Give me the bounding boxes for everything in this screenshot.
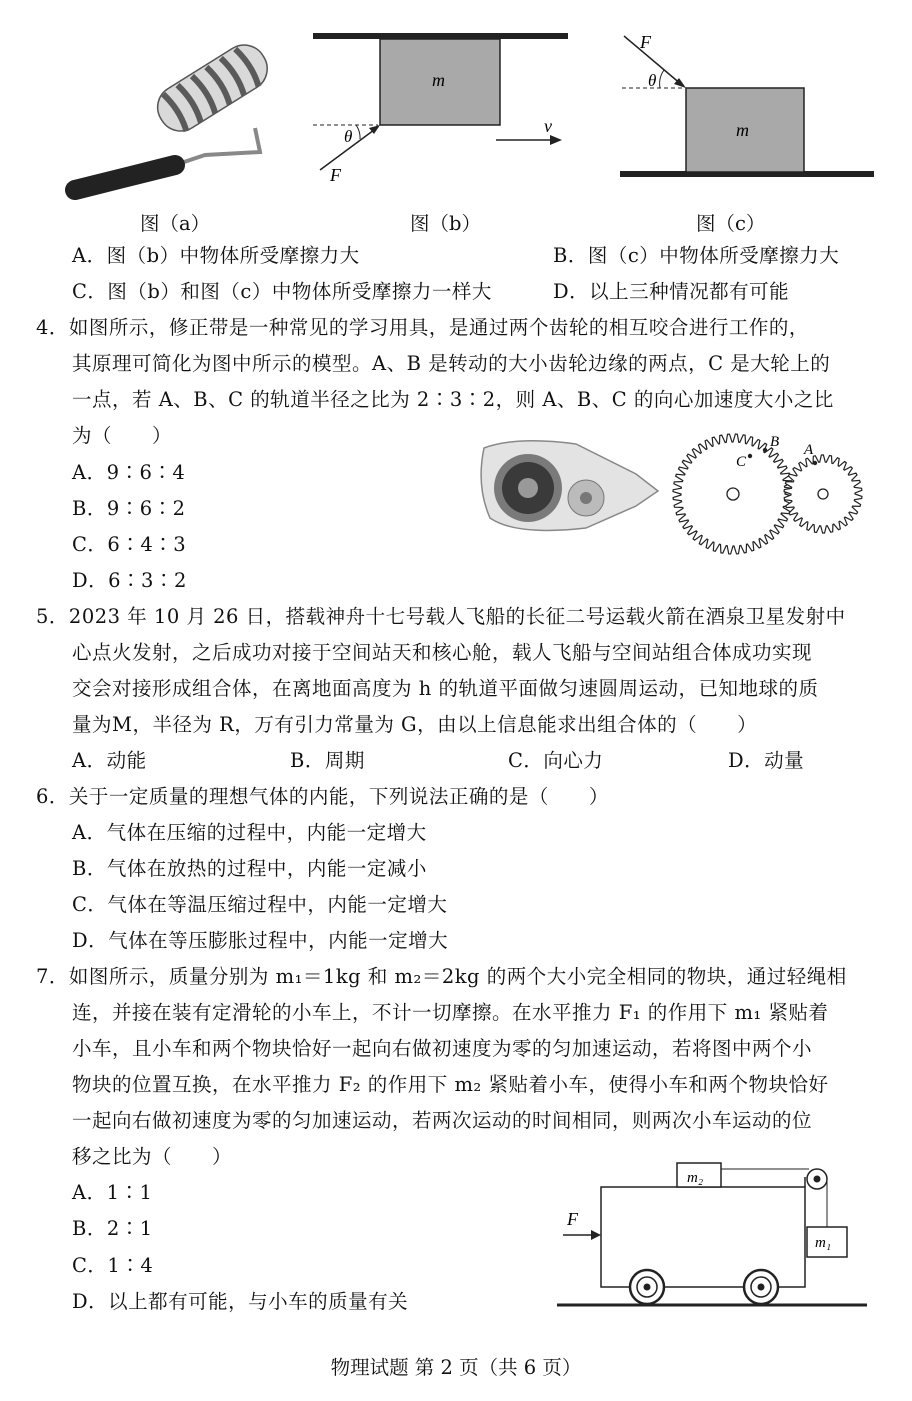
- gear-label-b: B: [770, 434, 780, 450]
- page-footer: 物理试题 第 2 页（共 6 页）: [330, 1356, 582, 1379]
- fig-b-mass-label: m: [432, 70, 445, 90]
- q6-option-c: C．气体在等温压缩过程中，内能一定增大: [72, 893, 448, 916]
- q4-stem-line4: 为（ ）: [72, 424, 173, 447]
- cart-m1-label: m₁: [815, 1235, 832, 1251]
- q4-option-d: D．6∶3∶2: [72, 569, 187, 592]
- q7-stem-line2: 连，并接在装有定滑轮的小车上，不计一切摩擦。在水平推力 F₁ 的作用下 m₁ 紧贴着: [72, 1001, 829, 1024]
- q4-stem-line1: 4．如图所示，修正带是一种常见的学习用具，是通过两个齿轮的相互咬合进行工作的，: [36, 316, 809, 339]
- gear-diagram: [668, 430, 868, 564]
- q7-stem-line6: 移之比为（ ）: [72, 1145, 233, 1168]
- q3-option-d: D．以上三种情况都有可能: [553, 280, 790, 303]
- fig-b-velocity-label: v: [544, 116, 552, 136]
- q4-stem-line3: 一点，若 A、B、C 的轨道半径之比为 2∶3∶2，则 A、B、C 的向心加速度大小之比: [72, 388, 834, 411]
- q3-option-a: A．图（b）中物体所受摩擦力大: [72, 244, 360, 267]
- q6-option-b: B．气体在放热的过程中，内能一定减小: [72, 857, 427, 880]
- q7-stem-line1: 7．如图所示，质量分别为 m₁＝1kg 和 m₂＝2kg 的两个大小完全相同的物块，通过轻绳相: [36, 965, 847, 988]
- fig-c-angle-label: θ: [648, 71, 657, 90]
- q5-stem-line1: 5．2023 年 10 月 26 日，搭载神舟十七号载人飞船的长征二号运载火箭在酒泉卫星发射中: [36, 605, 846, 628]
- gear-label-a: A: [804, 442, 814, 458]
- q7-stem-line5: 一起向右做初速度为零的匀加速运动，若两次运动的时间相同，则两次小车运动的位: [72, 1109, 813, 1132]
- fig-c-mass-label: m: [736, 120, 749, 140]
- cart-m2-label: m₂: [687, 1170, 704, 1186]
- q5-stem-line2: 心点火发射，之后成功对接于空间站天和核心舱，载人飞船与空间站组合体成功实现: [72, 641, 813, 664]
- caption-a: 图（a）: [140, 212, 211, 235]
- q7-option-b: B．2∶1: [72, 1217, 153, 1240]
- q5-option-d: D．动量: [728, 749, 805, 772]
- q3-option-b: B．图（c）中物体所受摩擦力大: [553, 244, 840, 267]
- q5-option-c: C．向心力: [508, 749, 604, 772]
- q4-stem-line2: 其原理可简化为图中所示的模型。A、B 是转动的大小齿轮边缘的两点，C 是大轮上的: [72, 352, 831, 375]
- q5-option-a: A．动能: [72, 749, 147, 772]
- q5-stem-line4: 量为M，半径为 R，万有引力常量为 G，由以上信息能求出组合体的（ ）: [72, 713, 758, 736]
- q5-option-b: B．周期: [290, 749, 365, 772]
- q6-option-d: D．气体在等压膨胀过程中，内能一定增大: [72, 929, 449, 952]
- correction-tape-image: [476, 436, 661, 536]
- q5-stem-line3: 交会对接形成组合体，在离地面高度为 h 的轨道平面做匀速圆周运动，已知地球的质: [72, 677, 819, 700]
- figure-b-diagram: [308, 28, 578, 188]
- q7-stem-line3: 小车，且小车和两个物块恰好一起向右做初速度为零的匀加速运动，若将图中两个小: [72, 1037, 813, 1060]
- fig-c-force-label: F: [640, 32, 651, 52]
- cart-force-label: F: [567, 1209, 578, 1229]
- gear-label-c: C: [736, 454, 747, 470]
- q7-option-d: D．以上都有可能，与小车的质量有关: [72, 1290, 409, 1313]
- q6-option-a: A．气体在压缩的过程中，内能一定增大: [72, 821, 427, 844]
- caption-c: 图（c）: [696, 212, 766, 235]
- q4-option-a: A．9∶6∶4: [72, 461, 186, 484]
- q4-option-b: B．9∶6∶2: [72, 497, 186, 520]
- q7-option-a: A．1∶1: [72, 1181, 153, 1204]
- q4-option-c: C．6∶4∶3: [72, 533, 187, 556]
- q7-stem-line4: 物块的位置互换，在水平推力 F₂ 的作用下 m₂ 紧贴着小车，使得小车和两个物块恰好: [72, 1073, 829, 1096]
- q6-stem: 6．关于一定质量的理想气体的内能，下列说法正确的是（ ）: [36, 785, 609, 808]
- q3-option-c: C．图（b）和图（c）中物体所受摩擦力一样大: [72, 280, 492, 303]
- paint-roller-image: [55, 40, 280, 200]
- fig-b-force-label: F: [330, 165, 341, 185]
- fig-b-angle-label: θ: [344, 127, 353, 146]
- figure-c-diagram: [612, 28, 882, 188]
- cart-diagram: [555, 1155, 875, 1315]
- q7-option-c: C．1∶4: [72, 1254, 154, 1277]
- caption-b: 图（b）: [410, 212, 481, 235]
